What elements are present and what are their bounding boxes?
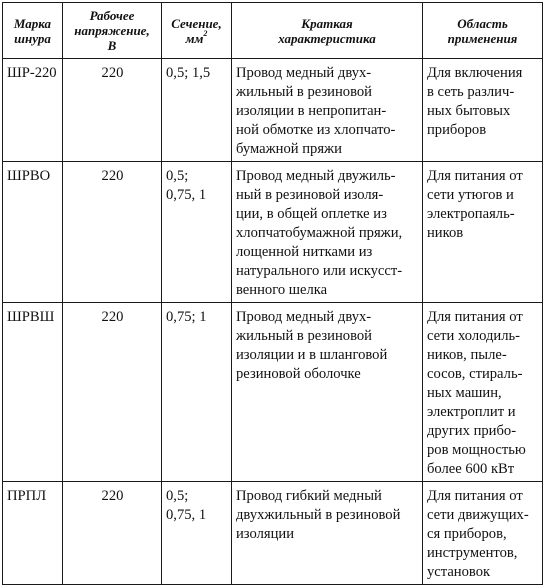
description-line: натурального или искусст- — [236, 263, 403, 279]
cell-mark — [3, 59, 63, 162]
description-line: Провод медный двух- — [236, 309, 372, 325]
header-section-unit-text: мм — [185, 30, 204, 46]
cell-section — [162, 303, 232, 482]
cell-section — [162, 162, 232, 303]
header-section-line: Сечение, — [171, 15, 222, 31]
cell-section — [162, 59, 232, 162]
description-line: изоляции и в шланговой — [236, 347, 388, 363]
header-description-line: Краткая — [301, 15, 353, 31]
description-line: лощенной нитками из — [236, 244, 373, 260]
mark-text: ПРПЛ — [7, 488, 47, 504]
header-mark — [3, 3, 63, 59]
description-line: ции, в общей оплетке из — [236, 206, 387, 222]
application-line: сосов, стираль- — [427, 366, 523, 382]
application-line: Для включения — [427, 65, 523, 81]
description-line: Провод медный двужиль- — [236, 168, 396, 184]
application-line: сети утюгов и — [427, 187, 514, 203]
voltage-text: 220 — [101, 309, 124, 325]
header-voltage-line: напряжение, — [74, 23, 150, 38]
application-line: более 600 кВт — [427, 461, 515, 477]
cell-mark — [3, 162, 63, 303]
description-line: венного шелка — [236, 282, 328, 298]
header-section-unit — [165, 28, 228, 46]
cell-voltage — [63, 482, 162, 585]
application-line: ся приборов, — [427, 526, 507, 542]
description-line: жильный в резиновой — [236, 84, 372, 100]
voltage-text: 220 — [101, 488, 124, 504]
header-mark-line: шнура — [14, 30, 51, 46]
description-line: ный в резиновой изоля- — [236, 187, 384, 203]
header-voltage-line: Рабочее — [89, 8, 135, 23]
cell-description — [232, 162, 423, 303]
cell-voltage — [63, 59, 162, 162]
application-line: ников — [427, 225, 464, 241]
cell-description — [232, 482, 423, 585]
description-line: бумажной пряжи — [236, 141, 342, 157]
description-line: двухжильный в резиновой — [236, 507, 401, 523]
application-line: в сеть различ- — [427, 84, 515, 100]
section-line: 0,5; 1,5 — [166, 65, 211, 81]
header-mark-line: Марка — [13, 15, 52, 31]
application-line: электропаяль- — [427, 206, 515, 222]
voltage-text: 220 — [101, 168, 124, 184]
mark-text: ШРВО — [7, 168, 51, 184]
header-description — [232, 3, 423, 59]
cell-mark — [3, 303, 63, 482]
application-line: ных машин, — [427, 385, 502, 401]
description-line: изоляции в непропитан- — [236, 103, 387, 119]
description-line: хлопчатобумажной пряжи, — [236, 225, 403, 241]
application-line: установок — [427, 564, 491, 580]
description-line: резиновой оболочке — [236, 366, 361, 382]
application-line: сети холодиль- — [427, 328, 521, 344]
header-application-line: применения — [447, 30, 518, 46]
description-line: жильный в резиновой — [236, 328, 372, 344]
application-line: ров мощностью — [427, 442, 526, 458]
table-header-row — [3, 3, 543, 59]
header-description-line: характеристика — [278, 30, 376, 46]
cell-application — [423, 482, 543, 585]
mark-text: ШР-220 — [7, 65, 57, 81]
cell-application — [423, 303, 543, 482]
header-section — [162, 3, 232, 59]
description-line: изоляции — [236, 526, 295, 542]
mark-text: ШРВШ — [7, 309, 55, 325]
table-row — [3, 303, 543, 482]
section-line: 0,5; — [166, 488, 189, 504]
table-row — [3, 59, 543, 162]
section-line: 0,75, 1 — [166, 507, 207, 523]
cord-types-table — [2, 2, 543, 585]
application-line: других прибо- — [427, 423, 517, 439]
application-line: Для питания от — [427, 168, 523, 184]
table-row — [3, 162, 543, 303]
header-application — [423, 3, 543, 59]
application-line: Для питания от — [427, 488, 523, 504]
application-line: сети движущих- — [427, 507, 529, 523]
section-line: 0,5; — [166, 168, 189, 184]
cell-application — [423, 59, 543, 162]
cell-description — [232, 59, 423, 162]
cell-voltage — [63, 303, 162, 482]
application-line: инструментов, — [427, 545, 518, 561]
cell-application — [423, 162, 543, 303]
cell-voltage — [63, 162, 162, 303]
application-line: Для питания от — [427, 309, 523, 325]
header-application-line: Область — [457, 15, 508, 31]
cell-description — [232, 303, 423, 482]
application-line: приборов — [427, 122, 487, 138]
section-line: 0,75, 1 — [166, 187, 207, 203]
header-voltage — [63, 3, 162, 59]
description-line: ной обмотке из хлопчато- — [236, 122, 396, 138]
header-section-superscript: 2 — [203, 28, 208, 38]
application-line: ников, пыле- — [427, 347, 507, 363]
voltage-text: 220 — [101, 65, 124, 81]
description-line: Провод гибкий медный — [236, 488, 382, 504]
cell-section — [162, 482, 232, 585]
description-line: Провод медный двух- — [236, 65, 372, 81]
cell-mark — [3, 482, 63, 585]
application-line: ных бытовых — [427, 103, 511, 119]
application-line: электроплит и — [427, 404, 516, 420]
table-row — [3, 482, 543, 585]
header-voltage-line: В — [107, 38, 117, 53]
section-line: 0,75; 1 — [166, 309, 207, 325]
